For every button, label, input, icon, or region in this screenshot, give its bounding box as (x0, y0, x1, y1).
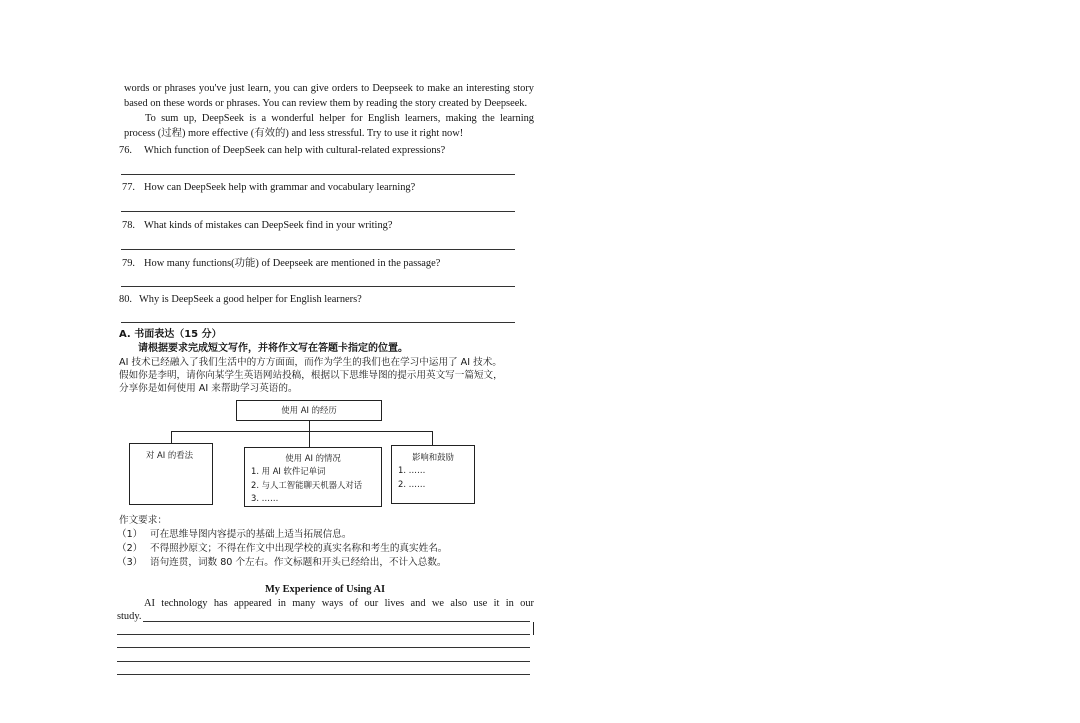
requirements-heading: 作文要求： (119, 515, 167, 526)
mindmap-root-label: 使用 AI 的经历 (281, 405, 337, 415)
essay-line-5[interactable] (117, 674, 530, 675)
essay-line-1[interactable] (143, 621, 530, 622)
requirement-text: 不得照抄原文；不得在作文中出现学校的真实名称和考生的真实姓名。 (150, 543, 448, 554)
question-number: 80. (119, 294, 132, 305)
connector-horizontal (171, 431, 433, 432)
mindmap-middle-title: 使用 AI 的情况 (285, 453, 341, 463)
passage-line-1: words or phrases you've just learn, you can give orders to Deepseek to make an interesting story (124, 83, 534, 94)
connector-middle (309, 431, 310, 447)
mindmap-left-box (129, 443, 213, 505)
answer-line-79[interactable] (121, 286, 515, 287)
essay-line-4[interactable] (117, 661, 530, 662)
mindmap-middle-item-3: 3. …… (251, 493, 279, 503)
question-text: Why is DeepSeek a good helper for English learners? (139, 294, 362, 305)
mindmap-left-title: 对 AI 的看法 (146, 450, 194, 460)
answer-line-80[interactable] (121, 322, 515, 323)
essay-title: My Experience of Using AI (265, 584, 386, 595)
mindmap-middle-item-2: 2. 与人工智能聊天机器人对话 (251, 480, 363, 490)
connector-root (309, 421, 310, 431)
connector-right (432, 431, 433, 445)
question-text: How many functions(功能) of Deepseek are mentioned in the passage? (144, 258, 441, 269)
essay-opening-line-1: AI technology has appeared in many ways of our lives and we also use it in our (144, 598, 534, 609)
essay-opening-line-2: study. (117, 611, 142, 622)
answer-line-78[interactable] (121, 249, 515, 250)
answer-line-77[interactable] (121, 211, 515, 212)
mindmap-root-box (236, 400, 382, 421)
question-number: 79. (122, 258, 135, 269)
requirement-number: （3） (117, 557, 143, 568)
question-text: What kinds of mistakes can DeepSeek find in your writing? (144, 220, 393, 231)
question-number: 78. (122, 220, 135, 231)
writing-section-title: A. 书面表达（15 分） (119, 329, 222, 340)
question-text: How can DeepSeek help with grammar and vocabulary learning? (144, 182, 416, 193)
writing-prompt-1: AI 技术已经融入了我们生活中的方方面面，而作为学生的我们也在学习中运用了 AI 技术。 (119, 357, 502, 368)
mindmap-right-box (391, 445, 475, 504)
requirement-number: （1） (117, 529, 143, 540)
passage-line-2: based on these words or phrases. You can review them by reading the story created by Deepseek. (124, 98, 528, 109)
answer-line-76[interactable] (121, 174, 515, 175)
question-number: 76. (119, 145, 132, 156)
mindmap-right-item-1: 1. …… (398, 465, 426, 475)
question-number: 77. (122, 182, 135, 193)
writing-instruction: 请根据要求完成短文写作，并将作文写在答题卡指定的位置。 (138, 343, 408, 354)
mindmap-right-title: 影响和鼓励 (412, 452, 454, 462)
question-text: Which function of DeepSeek can help with cultural-related expressions? (144, 145, 446, 156)
mindmap-right-item-2: 2. …… (398, 479, 426, 489)
writing-prompt-3: 分享你是如何使用 AI 来帮助学习英语的。 (119, 383, 298, 394)
connector-left (171, 431, 172, 443)
mindmap-middle-item-1: 1. 用 AI 软件记单词 (251, 466, 326, 476)
passage-line-3: To sum up, DeepSeek is a wonderful helper for English learners, making the learning (145, 113, 534, 124)
requirement-number: （2） (117, 543, 143, 554)
mindmap-middle-box (244, 447, 382, 507)
requirement-text: 语句连贯，词数 80 个左右。作文标题和开头已经给出，不计入总数。 (150, 557, 447, 568)
passage-line-4: process (过程) more effective (有效的) and less stressful. Try to use it right now! (124, 128, 464, 139)
margin-mark (533, 622, 534, 635)
writing-prompt-2: 假如你是李明，请你向某学生英语网站投稿，根据以下思维导图的提示用英文写一篇短文， (119, 370, 503, 381)
essay-line-2[interactable] (117, 634, 530, 635)
requirement-text: 可在思维导图内容提示的基础上适当拓展信息。 (150, 529, 352, 540)
essay-line-3[interactable] (117, 647, 530, 648)
